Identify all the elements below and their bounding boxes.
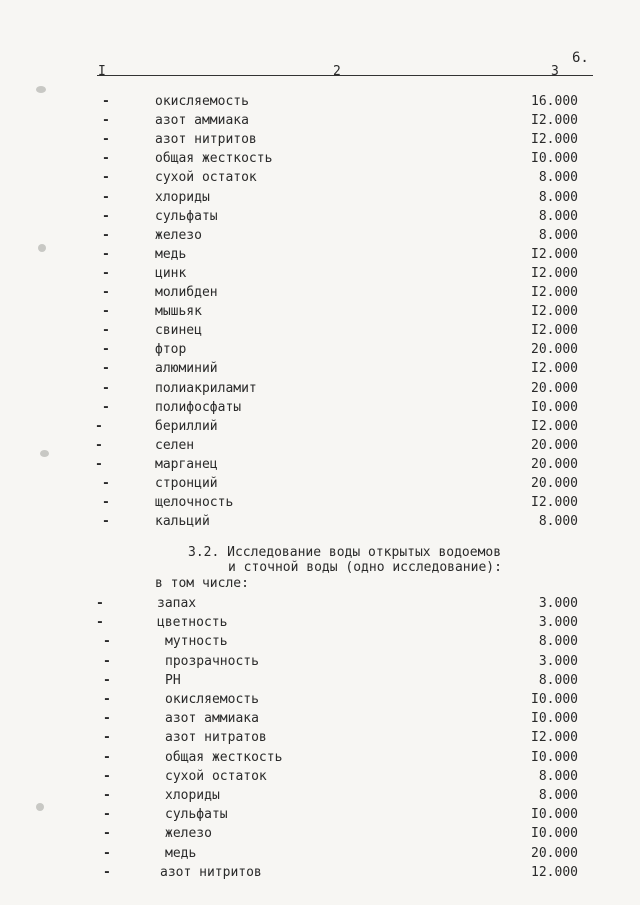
item-name: РН [165, 672, 181, 688]
item-value: 20.000 [531, 845, 578, 861]
column-2-label: 2 [333, 64, 341, 79]
list-item [0, 824, 640, 843]
item-value: I2.000 [531, 730, 578, 746]
item-dash: - [103, 768, 111, 784]
list-item [0, 245, 640, 264]
item-value: 8.000 [538, 514, 578, 530]
item-name: сухой остаток [155, 170, 257, 186]
item-name: медь [165, 845, 197, 861]
item-name: окисляемость [165, 692, 259, 707]
item-name: общая жесткость [155, 151, 273, 167]
item-value: I2.000 [531, 495, 578, 511]
list-item [0, 398, 640, 417]
list-item [0, 767, 640, 786]
item-value: I2.000 [531, 361, 578, 377]
list-item [0, 111, 640, 130]
list-item [0, 207, 640, 226]
item-dash: - [103, 826, 111, 842]
list-item [0, 359, 640, 378]
list-item [0, 613, 640, 632]
item-name: мышьяк [155, 304, 202, 320]
list-item [0, 594, 640, 613]
page-number: 6. [572, 50, 589, 66]
list-item [0, 748, 640, 767]
item-value: 3.000 [538, 653, 578, 669]
list-item [0, 283, 640, 302]
item-value: 3.000 [538, 596, 578, 611]
item-dash: - [103, 788, 111, 803]
list-item [0, 149, 640, 168]
item-value: I2.000 [531, 323, 578, 339]
item-dash: - [103, 692, 111, 707]
item-name: железо [165, 826, 212, 842]
item-value: 8.000 [538, 208, 578, 224]
item-dash: - [102, 495, 110, 511]
item-name: азот нитритов [155, 132, 257, 148]
list-item [0, 455, 640, 474]
item-value: 8.000 [538, 170, 578, 186]
list-item [0, 226, 640, 245]
item-dash: - [96, 596, 104, 611]
item-dash: - [95, 418, 103, 434]
item-dash: - [102, 323, 110, 339]
item-dash: - [103, 711, 111, 727]
item-dash: - [95, 456, 103, 472]
item-value: 20.000 [531, 380, 578, 396]
list-item [0, 844, 640, 863]
item-dash: - [103, 653, 111, 669]
item-dash: - [103, 749, 111, 765]
item-value: 12.000 [531, 864, 578, 880]
item-name: стронций [155, 476, 218, 491]
item-name: сульфаты [155, 208, 218, 224]
item-value: 20.000 [531, 456, 578, 472]
item-value: 8.000 [538, 672, 578, 688]
column-3-label: 3 [551, 64, 559, 79]
item-dash: - [102, 476, 110, 491]
item-value: 8.000 [538, 788, 578, 803]
item-name: полифосфаты [155, 399, 242, 415]
item-value: I0.000 [531, 749, 578, 765]
list-item [0, 264, 640, 283]
item-value: I2.000 [531, 246, 578, 262]
list-item [0, 805, 640, 824]
item-name: цинк [155, 265, 187, 281]
item-value: I0.000 [531, 807, 578, 823]
item-value: 8.000 [538, 189, 578, 205]
item-value: 8.000 [538, 634, 578, 650]
item-name: азот аммиака [155, 113, 249, 129]
item-name: медь [155, 246, 187, 262]
item-dash: - [102, 342, 110, 358]
item-dash: - [102, 132, 110, 148]
list-item [0, 188, 640, 207]
section-heading-line-1: 3.2. Исследование воды открытых водоемов [188, 545, 502, 560]
list-item [0, 436, 640, 455]
list-item [0, 379, 640, 398]
item-value: 3.000 [538, 615, 578, 631]
item-name: марганец [155, 456, 218, 472]
item-value: I0.000 [531, 711, 578, 727]
item-value: I0.000 [531, 151, 578, 167]
item-dash: - [102, 361, 110, 377]
item-value: 16.000 [531, 94, 578, 109]
list-item [0, 690, 640, 709]
item-name: фтор [155, 342, 187, 358]
list-item [0, 652, 640, 671]
list-item [0, 302, 640, 321]
item-dash: - [102, 208, 110, 224]
item-name: селен [155, 437, 195, 453]
item-dash: - [102, 399, 110, 415]
item-dash: - [103, 807, 111, 823]
header-rule [97, 75, 593, 76]
item-name: азот аммиака [165, 711, 259, 727]
item-dash: - [102, 189, 110, 205]
item-dash: - [102, 285, 110, 300]
list-item [0, 728, 640, 747]
item-name: азот нитратов [165, 730, 267, 746]
list-item [0, 417, 640, 436]
list-item [0, 92, 640, 111]
item-dash: - [102, 246, 110, 262]
item-name: хлориды [155, 189, 210, 205]
item-dash: - [103, 864, 111, 880]
list-item [0, 474, 640, 493]
item-value: 20.000 [531, 342, 578, 358]
list-item [0, 321, 640, 340]
item-dash: - [96, 615, 104, 631]
item-name: общая жесткость [165, 749, 283, 765]
item-dash: - [103, 845, 111, 861]
item-dash: - [95, 437, 103, 453]
item-value: I0.000 [531, 399, 578, 415]
item-value: I2.000 [531, 304, 578, 320]
item-value: I2.000 [531, 132, 578, 148]
item-dash: - [102, 151, 110, 167]
item-dash: - [102, 227, 110, 243]
item-value: I2.000 [531, 285, 578, 300]
column-1-label: I [98, 64, 106, 79]
item-dash: - [102, 380, 110, 396]
item-dash: - [102, 514, 110, 530]
item-value: I2.000 [531, 113, 578, 129]
item-name: молибден [155, 285, 218, 300]
item-name: окисляемость [155, 94, 249, 109]
item-value: I0.000 [531, 826, 578, 842]
item-dash: - [102, 113, 110, 129]
list-item [0, 671, 640, 690]
item-name: кальций [155, 514, 210, 530]
item-value: 8.000 [538, 768, 578, 784]
item-name: цветность [157, 615, 228, 631]
list-item [0, 493, 640, 512]
item-dash: - [102, 265, 110, 281]
item-name: железо [155, 227, 202, 243]
list-item [0, 340, 640, 359]
item-dash: - [103, 730, 111, 746]
list-item [0, 709, 640, 728]
item-value: 20.000 [531, 437, 578, 453]
item-dash: - [103, 672, 111, 688]
item-value: I2.000 [531, 265, 578, 281]
item-dash: - [102, 94, 110, 109]
item-name: свинец [155, 323, 202, 339]
section-subheading: в том числе: [155, 576, 249, 591]
item-name: полиакриламит [155, 380, 257, 396]
item-name: бериллий [155, 418, 218, 434]
list-item [0, 130, 640, 149]
item-name: азот нитритов [160, 864, 262, 880]
list-item [0, 863, 640, 882]
list-item [0, 512, 640, 531]
item-name: хлориды [165, 788, 220, 803]
item-dash: - [102, 170, 110, 186]
item-name: алюминий [155, 361, 218, 377]
item-dash: - [103, 634, 111, 650]
item-value: 20.000 [531, 476, 578, 491]
item-name: щелочность [155, 495, 234, 511]
item-value: I0.000 [531, 692, 578, 707]
item-dash: - [102, 304, 110, 320]
list-item [0, 168, 640, 187]
item-name: прозрачность [165, 653, 259, 669]
section-heading-line-2: и сточной воды (одно исследование): [228, 560, 502, 575]
list-item [0, 786, 640, 805]
item-name: мутность [165, 634, 228, 650]
item-name: запах [157, 596, 197, 611]
list-item [0, 632, 640, 651]
item-name: сульфаты [165, 807, 228, 823]
item-value: I2.000 [531, 418, 578, 434]
item-value: 8.000 [538, 227, 578, 243]
item-name: сухой остаток [165, 768, 267, 784]
